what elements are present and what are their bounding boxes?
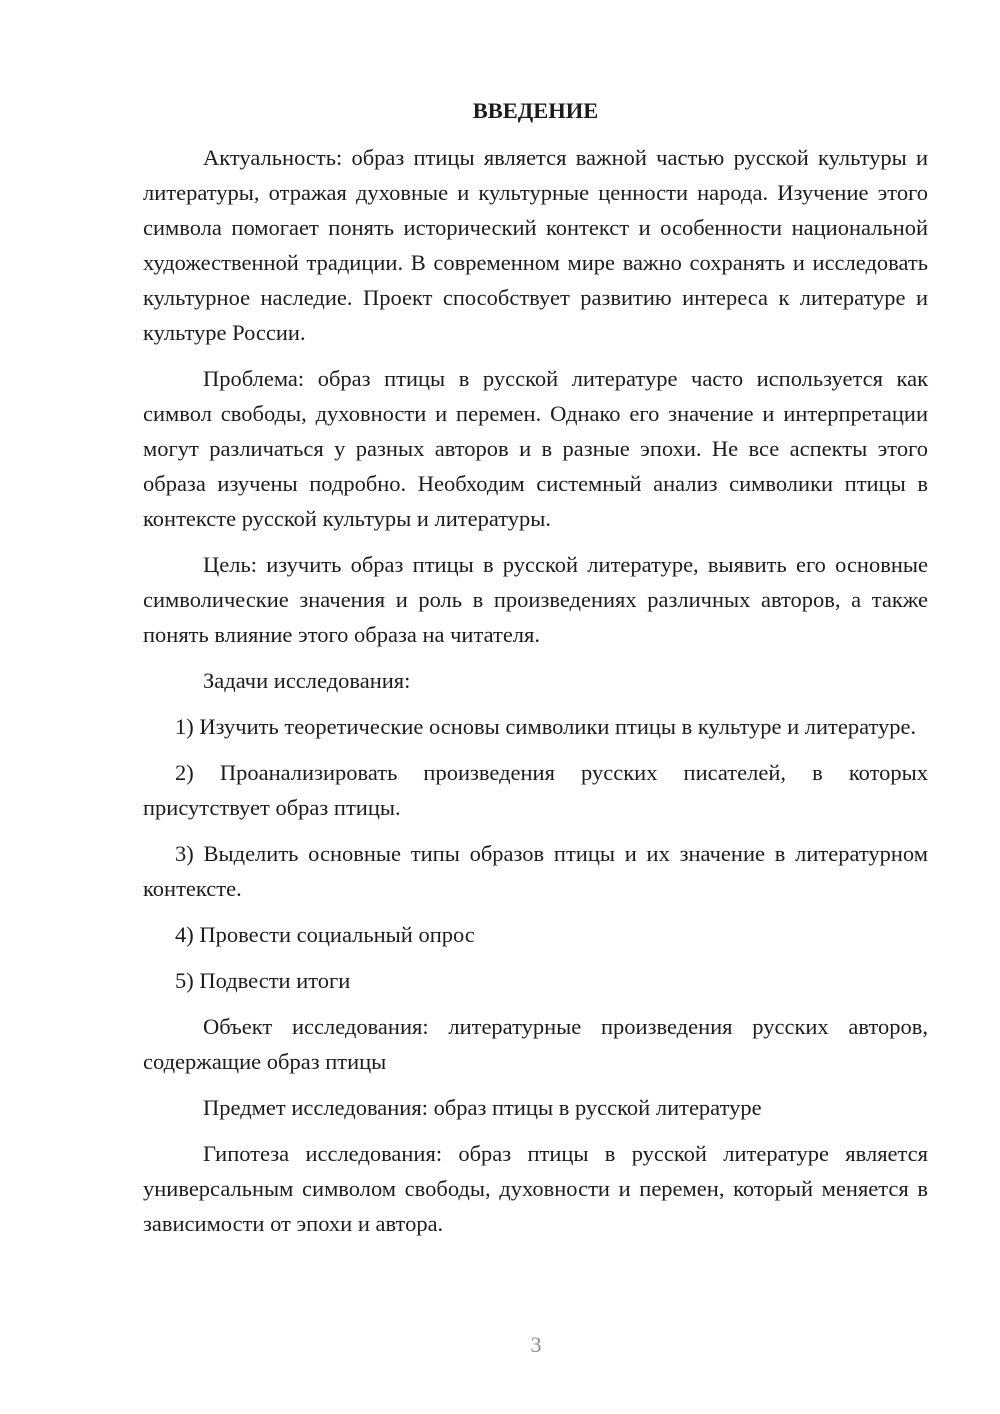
task-item-2: 2) Проанализировать произведения русских писателей, в которых присутствует образ птицы.	[143, 760, 928, 820]
paragraph-subject: Предмет исследования: образ птицы в русской литературе	[203, 1095, 762, 1120]
paragraph-goal: Цель: изучить образ птицы в русской литературе, выявить его основные символические значения и роль в произведениях различных авторов, а также понять влияние этого образа на читателя.	[143, 552, 928, 647]
section-heading: ВВЕДЕНИЕ	[472, 98, 599, 123]
paragraph-problem: Проблема: образ птицы в русской литературе часто используется как символ свободы, духовности и перемен. Однако его значение и интерпретации могут различаться у разных авторов и в разные эпохи. Не все аспекты этого образа изучены подробно. Необходим системный анализ символики птицы в контексте русской культуры и литературы.	[143, 366, 928, 531]
task-item-4: 4) Провести социальный опрос	[175, 922, 475, 947]
paragraph-object: Объект исследования: литературные произведения русских авторов, содержащие образ птицы	[143, 1014, 928, 1074]
paragraph-relevance: Актуальность: образ птицы является важной частью русской культуры и литературы, отражая духовные и культурные ценности народа. Изучение этого символа помогает понять исторический контекст и особенности национальной художественной традиции. В современном мире важно сохранять и исследовать культурное наследие. Проект способствует развитию интереса к литературе и культуре России.	[143, 145, 928, 345]
task-item-3: 3) Выделить основные типы образов птицы и их значение в литературном контексте.	[143, 841, 928, 901]
paragraph-hypothesis: Гипотеза исследования: образ птицы в русской литературе является универсальным символом свободы, духовности и перемен, который меняется в зависимости от эпохи и автора.	[143, 1141, 928, 1236]
tasks-title: Задачи исследования:	[203, 668, 411, 693]
page-content	[143, 93, 928, 1252]
task-item-1: 1) Изучить теоретические основы символики птицы в культуре и литературе.	[175, 714, 917, 739]
page-number: 3	[530, 1332, 542, 1357]
task-item-5: 5) Подвести итоги	[175, 968, 351, 993]
